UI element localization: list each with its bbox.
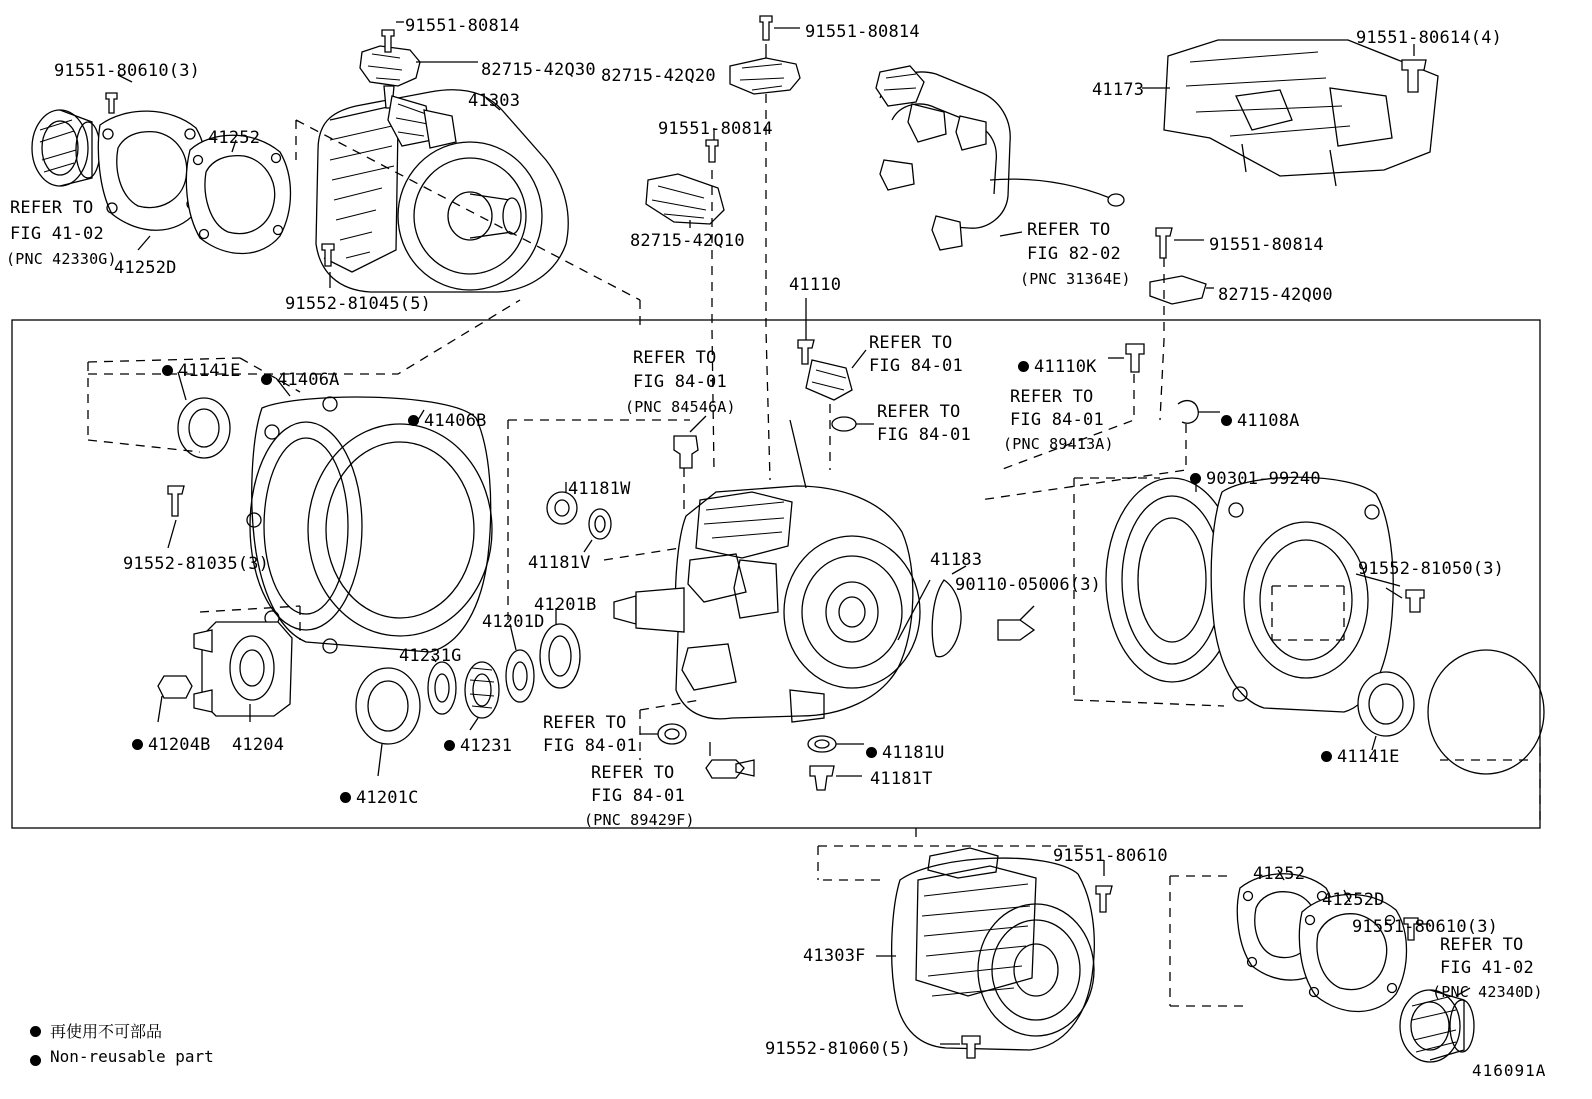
- nonreusable-dot-41201C: [340, 792, 351, 803]
- label-41204: 41204: [232, 735, 285, 755]
- label-41181W: 41181W: [568, 479, 631, 499]
- label-91552-81045-5: 91552-81045(5): [285, 294, 432, 314]
- label-41141E-left: 41141E: [178, 361, 241, 381]
- refer-fig-84-01-f1: REFER TO: [591, 763, 675, 783]
- nonreusable-dot-41406B: [408, 415, 419, 426]
- label-91551-80814-c: 91551-80814: [658, 119, 773, 139]
- label-90110-05006-3: 90110-05006(3): [955, 575, 1102, 595]
- label-91552-81060-5: 91552-81060(5): [765, 1039, 912, 1059]
- refer-fig-84-01-f-pnc: (PNC 89429F): [584, 811, 695, 829]
- refer-fig-84-01-f2: FIG 84-01: [591, 786, 685, 806]
- label-82715-42Q20: 82715-42Q20: [601, 66, 716, 86]
- label-41201B: 41201B: [534, 595, 597, 615]
- nonreusable-dot-41108A: [1221, 415, 1232, 426]
- legend-dot-en: [30, 1055, 41, 1066]
- refer-fig-84-01-d2: FIG 84-01: [877, 425, 971, 445]
- label-41406A: 41406A: [277, 370, 340, 390]
- label-41252D-top: 41252D: [114, 258, 177, 278]
- refer-fig-82-02-line2: FIG 82-02: [1027, 244, 1121, 264]
- label-82715-42Q10: 82715-42Q10: [630, 231, 745, 251]
- refer-fig-84-01-c2: FIG 84-01: [1010, 410, 1104, 430]
- refer-fig-84-01-b2: FIG 84-01: [633, 372, 727, 392]
- refer-fig-41-02-b-pnc: (PNC 42340D): [1432, 983, 1543, 1001]
- label-91551-80814-b: 91551-80814: [805, 22, 920, 42]
- nonreusable-dot-41204B: [132, 739, 143, 750]
- nonreusable-dot-41141E-left: [162, 365, 173, 376]
- label-41181V: 41181V: [528, 553, 591, 573]
- nonreusable-dot-41181U: [866, 747, 877, 758]
- label-90301-99240: 90301-99240: [1206, 469, 1321, 489]
- label-41303: 41303: [468, 91, 521, 111]
- refer-fig-84-01-b1: REFER TO: [633, 348, 717, 368]
- label-41141E-right: 41141E: [1337, 747, 1400, 767]
- refer-fig-41-02-pnc: (PNC 42330G): [6, 250, 117, 268]
- label-41201D: 41201D: [482, 612, 545, 632]
- label-91551-80610-bottom: 91551-80610: [1053, 846, 1168, 866]
- refer-fig-84-01-b-pnc: (PNC 84546A): [625, 398, 736, 416]
- legend-text-en: Non-reusable part: [50, 1047, 214, 1066]
- legend-text-jp: 再使用不可部品: [50, 1022, 163, 1041]
- refer-fig-82-02-line1: REFER TO: [1027, 220, 1111, 240]
- label-91552-81035-3: 91552-81035(3): [123, 554, 270, 574]
- label-41252-top: 41252: [208, 128, 261, 148]
- label-91551-80814-a: 91551-80814: [405, 16, 520, 36]
- label-41231G: 41231G: [399, 646, 462, 666]
- refer-fig-41-02-b2: FIG 41-02: [1440, 958, 1534, 978]
- label-41231: 41231: [460, 736, 513, 756]
- label-91551-80610-3: 91551-80610(3): [54, 61, 201, 81]
- refer-fig-84-01-c-pnc: (PNC 89413A): [1003, 435, 1114, 453]
- legend-dot-jp: [30, 1026, 41, 1037]
- refer-fig-84-01-e1: REFER TO: [543, 713, 627, 733]
- figure-code: 416091A: [1472, 1061, 1547, 1080]
- label-41108A: 41108A: [1237, 411, 1300, 431]
- label-41303F: 41303F: [803, 946, 866, 966]
- label-91551-80614-4: 91551-80614(4): [1356, 28, 1503, 48]
- label-82715-42Q00: 82715-42Q00: [1218, 285, 1333, 305]
- nonreusable-dot-41231: [444, 740, 455, 751]
- refer-fig-84-01-a2: FIG 84-01: [869, 356, 963, 376]
- label-41252D-bottom: 41252D: [1322, 890, 1385, 910]
- label-91551-80814-d: 91551-80814: [1209, 235, 1324, 255]
- label-91552-81050-3: 91552-81050(3): [1358, 559, 1505, 579]
- label-91551-80610-3-bottom: 91551-80610(3): [1352, 917, 1499, 937]
- refer-fig-84-01-c1: REFER TO: [1010, 387, 1094, 407]
- label-41181T: 41181T: [870, 769, 933, 789]
- label-41406B: 41406B: [424, 411, 487, 431]
- refer-fig-84-01-a1: REFER TO: [869, 333, 953, 353]
- refer-fig-84-01-d1: REFER TO: [877, 402, 961, 422]
- label-82715-42Q30: 82715-42Q30: [481, 60, 596, 80]
- refer-fig-41-02-line2: FIG 41-02: [10, 224, 104, 244]
- label-41181U: 41181U: [882, 743, 945, 763]
- nonreusable-dot-41110K: [1018, 361, 1029, 372]
- refer-fig-82-02-pnc: (PNC 31364E): [1020, 270, 1131, 288]
- refer-fig-41-02-b1: REFER TO: [1440, 935, 1524, 955]
- nonreusable-dot-41406A: [261, 374, 272, 385]
- refer-fig-84-01-e2: FIG 84-01: [543, 736, 637, 756]
- label-41110: 41110: [789, 275, 842, 295]
- nonreusable-dot-90301-99240: [1190, 473, 1201, 484]
- refer-fig-41-02-line1: REFER TO: [10, 198, 94, 218]
- nonreusable-dot-41141E-right: [1321, 751, 1332, 762]
- label-41252-bottom: 41252: [1253, 864, 1306, 884]
- label-41204B: 41204B: [148, 735, 211, 755]
- label-41183: 41183: [930, 550, 983, 570]
- label-41201C: 41201C: [356, 788, 419, 808]
- label-41110K: 41110K: [1034, 357, 1097, 377]
- label-41173: 41173: [1092, 80, 1145, 100]
